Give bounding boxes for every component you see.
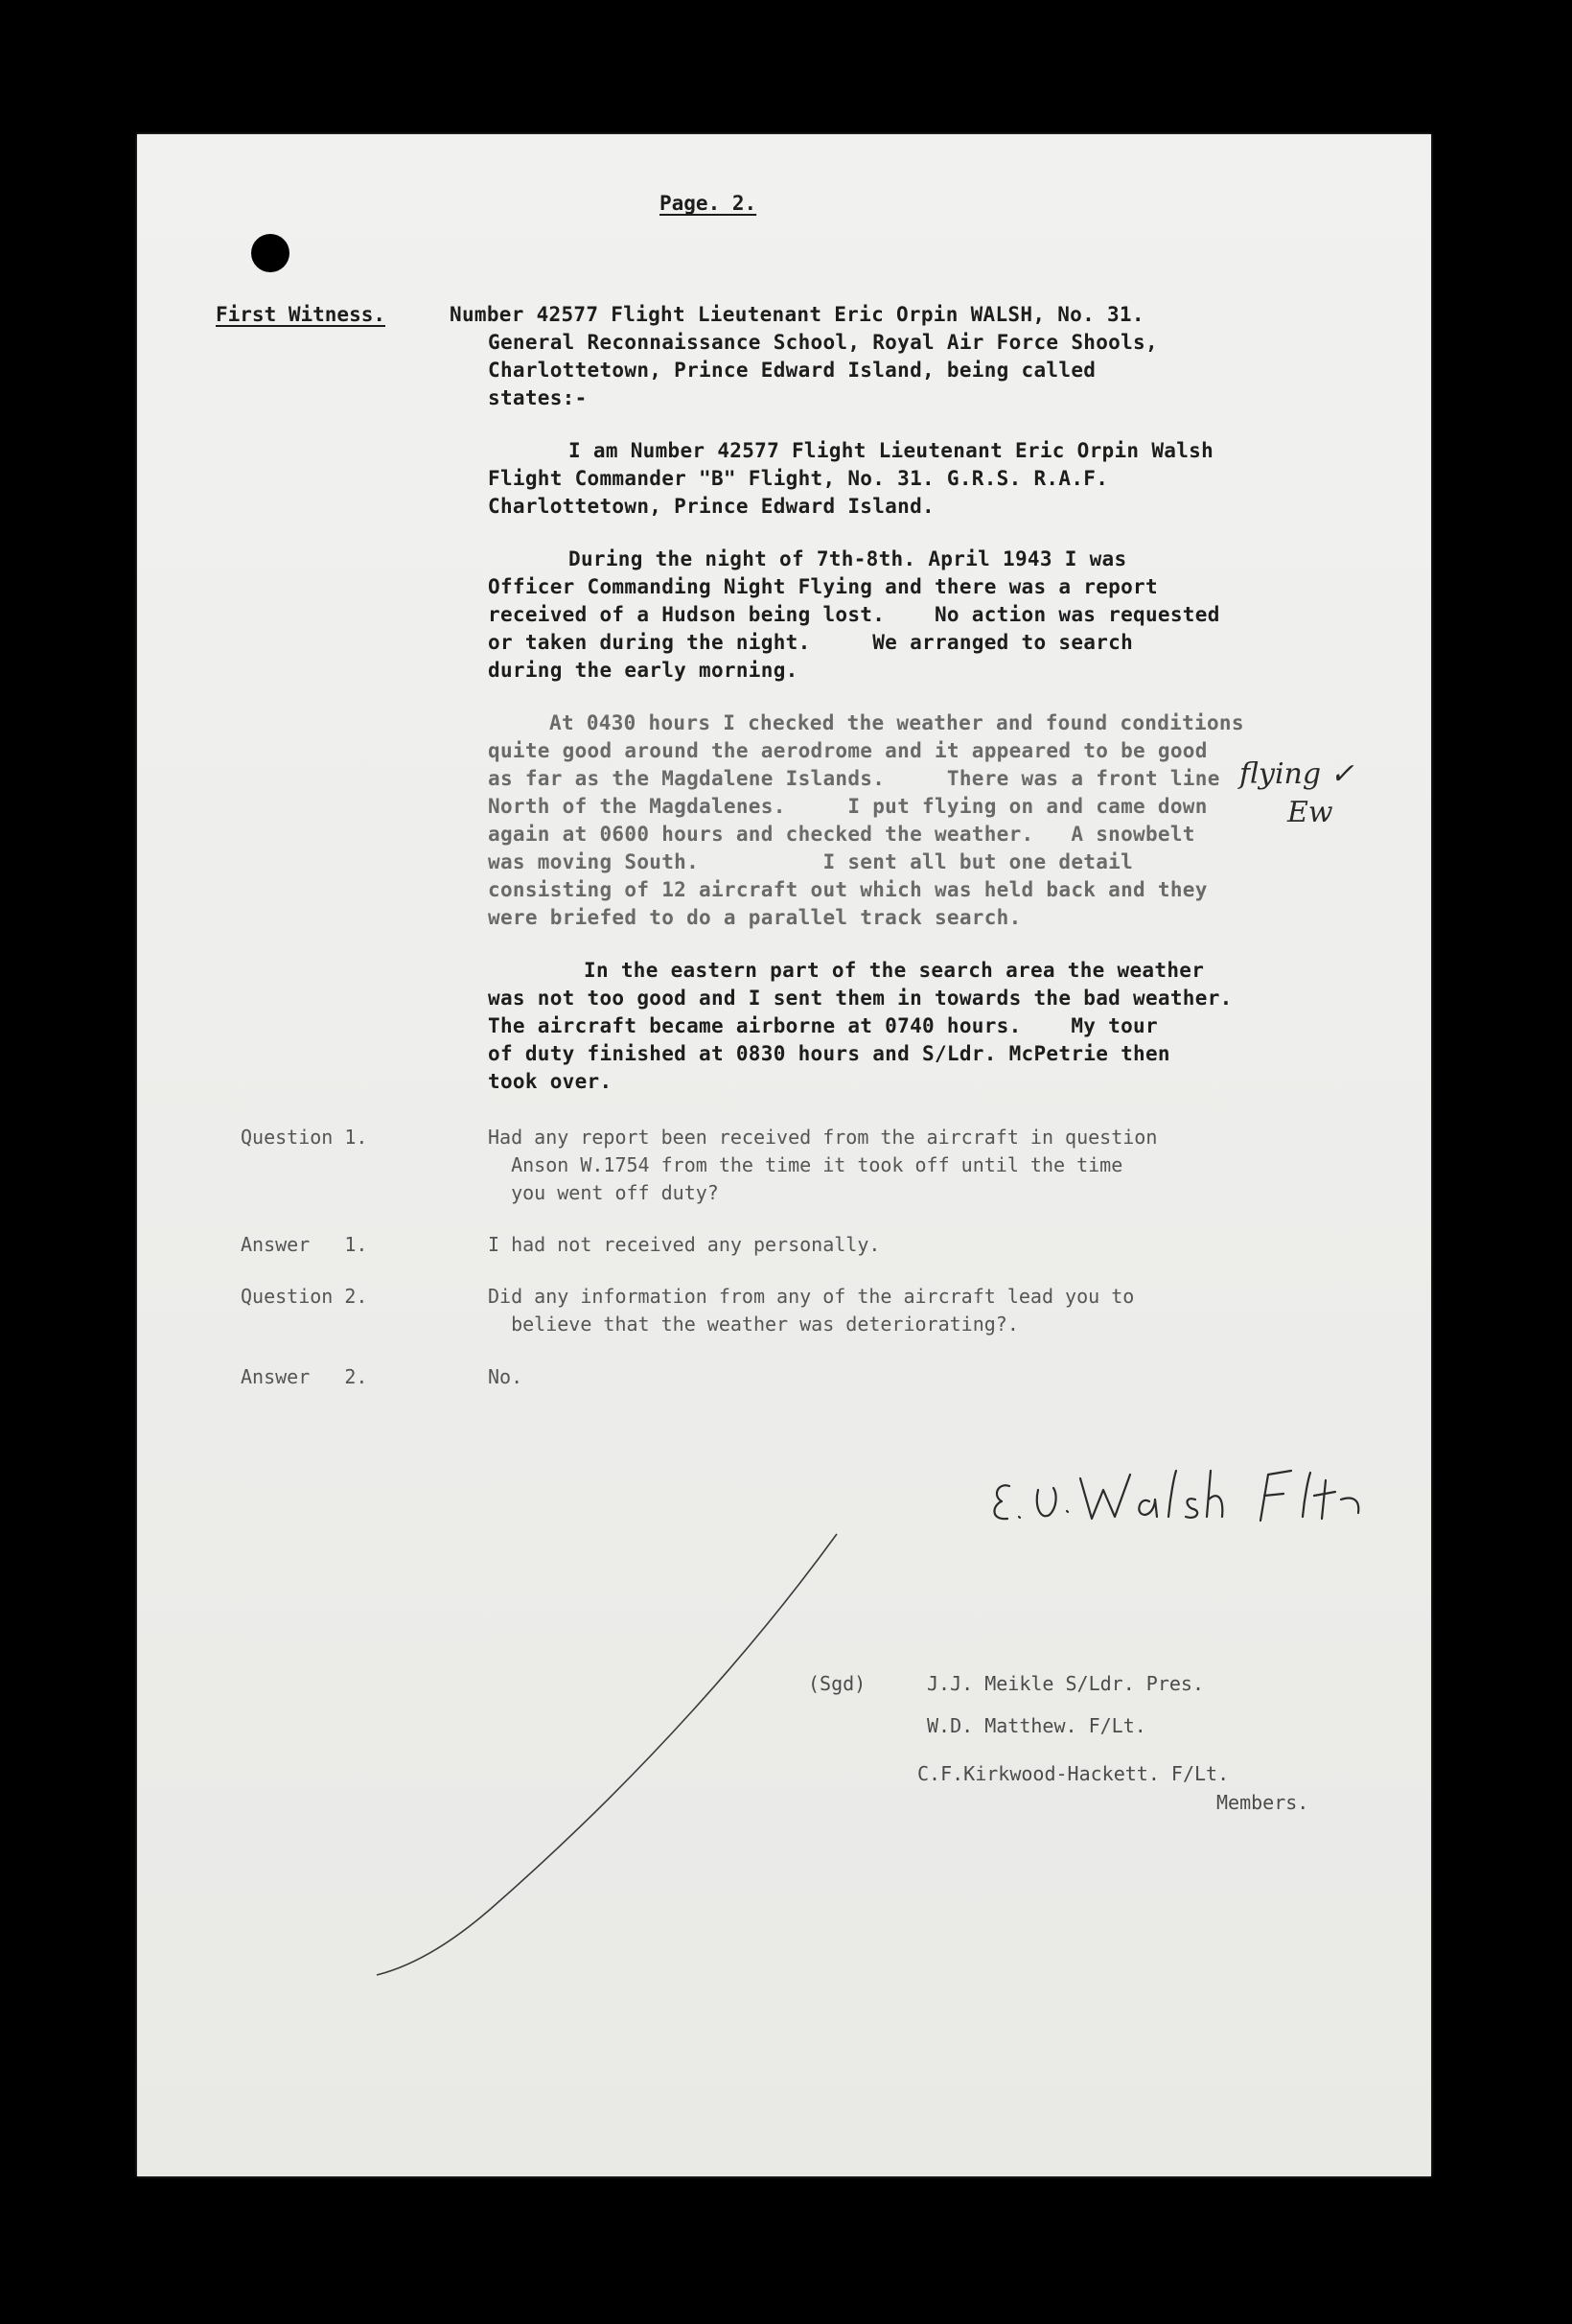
statement-line: received of a Hudson being lost. No action was requested	[488, 603, 1220, 626]
answer-text: No.	[488, 1365, 523, 1388]
first-witness-label: First Witness.	[216, 303, 386, 326]
statement-line: quite good around the aerodrome and it appeared to be good	[488, 739, 1208, 762]
document-page	[137, 134, 1431, 2176]
statement-line: as far as the Magdalene Islands. There was a front line	[488, 767, 1220, 790]
statement-line: or taken during the night. We arranged to search	[488, 631, 1134, 654]
statement-line: were briefed to do a parallel track search.	[488, 906, 1022, 929]
statement-line: consisting of 12 aircraft out which was held back and they	[488, 878, 1208, 901]
answer-label: Answer 1.	[241, 1233, 368, 1256]
statement-line: In the eastern part of the search area the weather	[584, 959, 1205, 982]
question-text: Anson W.1754 from the time it took off until the time	[488, 1153, 1123, 1176]
board-member: W.D. Matthew. F/Lt.	[927, 1714, 1146, 1737]
handwritten-margin-note: flying ✓	[1239, 757, 1354, 791]
question-label: Question 2.	[241, 1285, 368, 1308]
page-heading: Page. 2.	[659, 192, 757, 215]
statement-line: was moving South. I sent all but one detail	[488, 850, 1134, 873]
diagonal-strike-line	[358, 1524, 856, 1985]
handwritten-margin-initials: Ew	[1287, 796, 1333, 829]
statement-line: Officer Commanding Night Flying and there was a report	[488, 575, 1158, 598]
statement-line: was not too good and I sent them in towards the bad weather.	[488, 987, 1233, 1010]
answer-label: Answer 2.	[241, 1365, 368, 1388]
statement-line: took over.	[488, 1070, 613, 1093]
punch-hole	[251, 234, 289, 272]
question-text: you went off duty?	[488, 1181, 719, 1204]
signed-marker: (Sgd)	[808, 1672, 867, 1695]
statement-line: During the night of 7th-8th. April 1943 I was	[568, 547, 1127, 570]
answer-text: I had not received any personally.	[488, 1233, 881, 1256]
witness-intro-line: states:-	[488, 386, 588, 409]
statement-line: The aircraft became airborne at 0740 hours. My tour	[488, 1014, 1158, 1037]
board-member: J.J. Meikle S/Ldr. Pres.	[927, 1672, 1204, 1695]
witness-intro-line: Number 42577 Flight Lieutenant Eric Orpin WALSH, No. 31.	[450, 303, 1144, 326]
statement-line: during the early morning.	[488, 659, 798, 682]
statement-line: I am Number 42577 Flight Lieutenant Eric Orpin Walsh	[568, 439, 1214, 462]
question-text: Had any report been received from the aircraft in question	[488, 1126, 1158, 1149]
statement-line: North of the Magdalenes. I put flying on and came down	[488, 795, 1208, 818]
question-text: Did any information from any of the aircraft lead you to	[488, 1285, 1135, 1308]
board-member: C.F.Kirkwood-Hackett. F/Lt.	[917, 1762, 1230, 1785]
witness-intro-line: Charlottetown, Prince Edward Island, being called	[488, 359, 1097, 382]
statement-line: Flight Commander "B" Flight, No. 31. G.R.S. R.A.F.	[488, 467, 1109, 490]
question-text: believe that the weather was deteriorating?.	[488, 1313, 1019, 1336]
statement-line: of duty finished at 0830 hours and S/Ldr. McPetrie then	[488, 1042, 1170, 1065]
statement-line: At 0430 hours I checked the weather and found conditions	[549, 711, 1244, 734]
question-label: Question 1.	[241, 1126, 368, 1149]
members-label: Members.	[1216, 1791, 1309, 1814]
statement-line: again at 0600 hours and checked the weather. A snowbelt	[488, 823, 1195, 846]
witness-intro-line: General Reconnaissance School, Royal Air Force Shools,	[488, 331, 1158, 354]
handwritten-signature	[981, 1457, 1441, 1544]
statement-line: Charlottetown, Prince Edward Island.	[488, 495, 935, 518]
